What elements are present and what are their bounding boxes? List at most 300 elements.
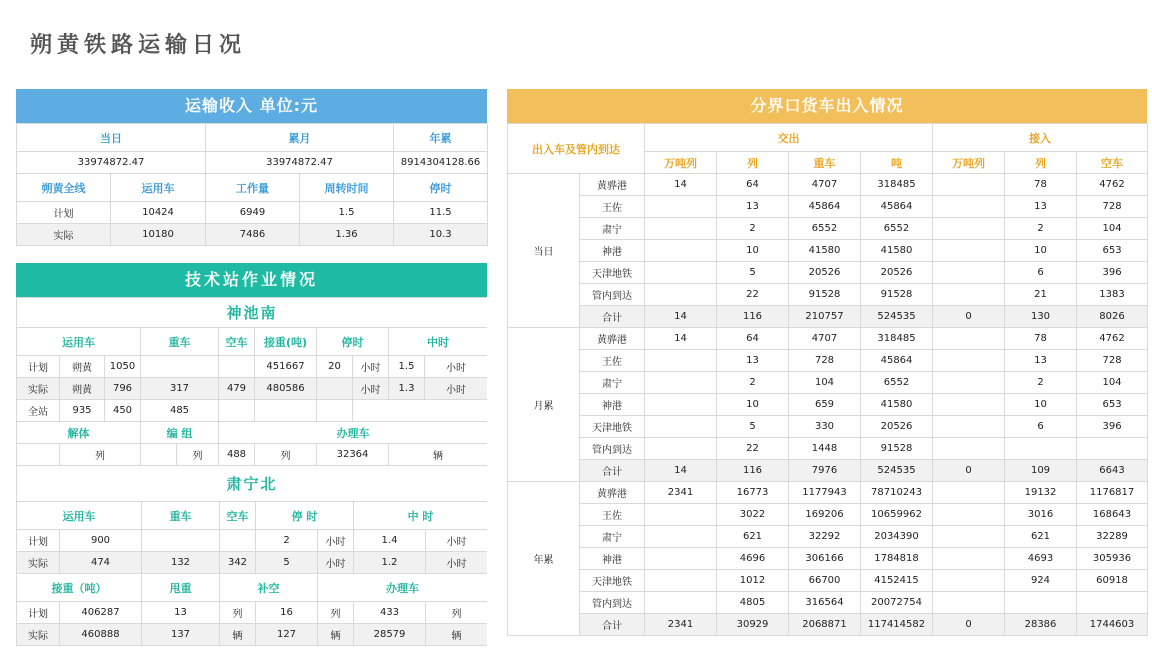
col-out-10k-trains: 万吨列 <box>645 152 717 174</box>
table-cell: 406287 <box>60 602 142 624</box>
line-col-name: 朔黄全线 <box>17 174 111 202</box>
border-row-label: 肃宁 <box>580 218 645 240</box>
table-cell: 1012 <box>717 570 789 592</box>
table-cell <box>1077 438 1148 460</box>
table-cell: 小时 <box>353 356 389 378</box>
table-cell: 924 <box>1005 570 1077 592</box>
table-cell: 小时 <box>425 356 488 378</box>
table-cell <box>645 240 717 262</box>
table-cell <box>933 284 1005 306</box>
table-cell: 计划 <box>17 202 111 224</box>
border-row-label: 管内到达 <box>580 284 645 306</box>
border-row-label: 黄骅港 <box>580 174 645 196</box>
table-cell: 621 <box>717 526 789 548</box>
table-cell: 450 <box>105 400 141 422</box>
table-cell: 169206 <box>789 504 861 526</box>
table-cell <box>645 548 717 570</box>
col-marshal: 编 组 <box>141 422 219 444</box>
table-cell: 6552 <box>789 218 861 240</box>
border-row-label: 黄骅港 <box>580 328 645 350</box>
table-cell: 列 <box>177 444 219 466</box>
table-cell <box>317 400 353 422</box>
table-cell <box>645 592 717 614</box>
table-cell: 19132 <box>1005 482 1077 504</box>
revenue-col-year: 年累 <box>394 124 488 152</box>
table-cell <box>645 438 717 460</box>
table-cell: 10 <box>717 240 789 262</box>
table-cell: 小时 <box>318 530 354 552</box>
table-cell <box>645 284 717 306</box>
table-cell: 116 <box>717 306 789 328</box>
border-out-header: 交出 <box>645 124 933 152</box>
table-cell: 计划 <box>17 530 60 552</box>
table-cell <box>219 356 255 378</box>
line-col-turnaround: 周转时间 <box>300 174 394 202</box>
border-row <box>508 394 1148 416</box>
table-cell: 396 <box>1077 416 1148 438</box>
revenue-table <box>16 123 488 246</box>
col-transit: 中时 <box>389 328 488 356</box>
table-cell: 辆 <box>389 444 488 466</box>
table-cell: 6949 <box>206 202 300 224</box>
table-cell: 30929 <box>717 614 789 636</box>
table-cell <box>353 400 488 422</box>
revenue-value-year: 8914304128.66 <box>394 152 488 174</box>
border-row-label: 天津地铁 <box>580 416 645 438</box>
table-cell: 728 <box>1077 196 1148 218</box>
table-cell: 20072754 <box>861 592 933 614</box>
table-cell: 小时 <box>426 530 488 552</box>
table-cell <box>255 400 317 422</box>
table-cell: 5 <box>717 416 789 438</box>
table-cell: 实际 <box>17 624 60 646</box>
table-cell: 7976 <box>789 460 861 482</box>
table-cell: 460888 <box>60 624 142 646</box>
table-cell: 4152415 <box>861 570 933 592</box>
table-cell: 32292 <box>789 526 861 548</box>
table-cell <box>220 530 256 552</box>
border-group-label: 年累 <box>508 482 580 636</box>
table-cell: 60918 <box>1077 570 1148 592</box>
revenue-panel-header: 运输收入 单位:元 <box>16 89 487 123</box>
table-cell <box>142 530 220 552</box>
table-cell: 计划 <box>17 602 60 624</box>
table-cell: 318485 <box>861 328 933 350</box>
table-cell: 4696 <box>717 548 789 570</box>
tech-station-header: 技术站作业情况 <box>16 263 487 297</box>
table-cell: 3022 <box>717 504 789 526</box>
table-cell: 辆 <box>220 624 256 646</box>
table-cell: 20526 <box>861 262 933 284</box>
table-cell <box>933 438 1005 460</box>
table-cell: 1050 <box>105 356 141 378</box>
table-cell <box>933 394 1005 416</box>
col-dwell: 停 时 <box>256 502 354 530</box>
table-cell: 64 <box>717 328 789 350</box>
table-cell: 10.3 <box>394 224 488 246</box>
border-row-label: 王佐 <box>580 350 645 372</box>
table-cell: 66700 <box>789 570 861 592</box>
table-cell: 316564 <box>789 592 861 614</box>
table-cell: 168643 <box>1077 504 1148 526</box>
revenue-value-month: 33974872.47 <box>206 152 394 174</box>
table-cell: 41580 <box>789 240 861 262</box>
revenue-value-day: 33974872.47 <box>17 152 206 174</box>
table-cell: 4693 <box>1005 548 1077 570</box>
table-cell: 10 <box>1005 394 1077 416</box>
border-row <box>508 262 1148 284</box>
border-row <box>508 416 1148 438</box>
table-cell: 45864 <box>861 196 933 218</box>
table-cell: 1.36 <box>300 224 394 246</box>
border-row <box>508 372 1148 394</box>
table-cell: 41580 <box>861 394 933 416</box>
table-cell: 305936 <box>1077 548 1148 570</box>
table-cell: 653 <box>1077 394 1148 416</box>
table-cell: 1177943 <box>789 482 861 504</box>
table-cell: 2 <box>717 372 789 394</box>
revenue-col-month: 累月 <box>206 124 394 152</box>
table-cell: 13 <box>717 196 789 218</box>
table-cell: 479 <box>219 378 255 400</box>
table-cell <box>1005 438 1077 460</box>
table-cell: 41580 <box>861 240 933 262</box>
border-table <box>507 123 1148 636</box>
table-cell: 4805 <box>717 592 789 614</box>
table-cell: 2341 <box>645 614 717 636</box>
border-row <box>508 350 1148 372</box>
table-cell <box>645 350 717 372</box>
table-cell <box>645 526 717 548</box>
table-cell <box>219 400 255 422</box>
line-row-actual <box>17 224 488 246</box>
col-out-trains: 列 <box>717 152 789 174</box>
table-cell: 列 <box>220 602 256 624</box>
col-cars: 运用车 <box>17 502 142 530</box>
table-cell: 22 <box>717 284 789 306</box>
table-cell: 306166 <box>789 548 861 570</box>
table-cell: 728 <box>1077 350 1148 372</box>
line-col-cars: 运用车 <box>111 174 206 202</box>
col-in-trains: 列 <box>1005 152 1077 174</box>
table-cell: 728 <box>789 350 861 372</box>
table-cell: 28386 <box>1005 614 1077 636</box>
table-cell: 6643 <box>1077 460 1148 482</box>
table-cell: 16773 <box>717 482 789 504</box>
suningbei-table <box>16 465 487 646</box>
table-cell: 104 <box>1077 372 1148 394</box>
col-out-tons: 吨 <box>861 152 933 174</box>
table-cell: 109 <box>1005 460 1077 482</box>
table-cell: 5 <box>256 552 318 574</box>
border-row <box>508 328 1148 350</box>
table-cell: 659 <box>789 394 861 416</box>
col-in-empty: 空车 <box>1077 152 1148 174</box>
table-cell: 116 <box>717 460 789 482</box>
table-cell: 全站 <box>17 400 60 422</box>
table-cell <box>933 372 1005 394</box>
table-cell: 1448 <box>789 438 861 460</box>
border-row-label: 肃宁 <box>580 526 645 548</box>
table-cell: 32289 <box>1077 526 1148 548</box>
table-cell: 4707 <box>789 174 861 196</box>
table-cell <box>933 482 1005 504</box>
station-title-shenchinan: 神池南 <box>17 298 488 328</box>
border-row <box>508 174 1148 196</box>
col-received-tons: 接重(吨) <box>255 328 317 356</box>
table-cell: 小时 <box>425 378 488 400</box>
table-cell: 辆 <box>426 624 488 646</box>
border-row <box>508 284 1148 306</box>
table-cell: 6 <box>1005 416 1077 438</box>
table-cell: 16 <box>256 602 318 624</box>
table-cell: 13 <box>1005 196 1077 218</box>
table-cell: 4762 <box>1077 174 1148 196</box>
table-cell <box>645 372 717 394</box>
suningbei-row-plan2 <box>17 602 488 624</box>
border-row-label: 王佐 <box>580 504 645 526</box>
col-handled: 办理车 <box>318 574 488 602</box>
table-cell: 1.3 <box>389 378 425 400</box>
table-cell: 20526 <box>861 416 933 438</box>
table-cell <box>645 504 717 526</box>
table-cell <box>933 218 1005 240</box>
table-cell: 1784818 <box>861 548 933 570</box>
table-cell <box>317 378 353 400</box>
table-cell: 22 <box>717 438 789 460</box>
table-cell: 小时 <box>353 378 389 400</box>
table-cell: 45864 <box>861 350 933 372</box>
col-transit: 中 时 <box>354 502 488 530</box>
table-cell: 小时 <box>426 552 488 574</box>
table-cell: 485 <box>141 400 219 422</box>
page-title: 朔黄铁路运输日况 <box>30 33 247 58</box>
table-cell: 10659962 <box>861 504 933 526</box>
table-cell: 10 <box>717 394 789 416</box>
border-row <box>508 614 1148 636</box>
table-cell: 0 <box>933 306 1005 328</box>
table-cell <box>933 504 1005 526</box>
border-row-label: 王佐 <box>580 196 645 218</box>
table-cell: 11.5 <box>394 202 488 224</box>
table-cell <box>645 416 717 438</box>
table-cell: 14 <box>645 174 717 196</box>
table-cell: 10 <box>1005 240 1077 262</box>
shenchinan-table <box>16 297 487 466</box>
table-cell <box>933 526 1005 548</box>
table-cell: 480586 <box>255 378 317 400</box>
table-cell <box>933 350 1005 372</box>
table-cell: 列 <box>255 444 317 466</box>
border-row <box>508 570 1148 592</box>
table-cell <box>933 240 1005 262</box>
border-row-label: 肃宁 <box>580 372 645 394</box>
table-cell <box>645 196 717 218</box>
table-cell: 1.4 <box>354 530 426 552</box>
border-row <box>508 218 1148 240</box>
border-row <box>508 592 1148 614</box>
revenue-col-day: 当日 <box>17 124 206 152</box>
border-group-label: 月累 <box>508 328 580 482</box>
table-cell <box>17 444 60 466</box>
table-cell: 318485 <box>861 174 933 196</box>
table-cell: 13 <box>717 350 789 372</box>
table-cell: 474 <box>60 552 142 574</box>
table-cell: 64 <box>717 174 789 196</box>
table-cell: 132 <box>142 552 220 574</box>
table-cell <box>645 570 717 592</box>
shenchinan-row-all <box>17 400 488 422</box>
suningbei-row-plan <box>17 530 488 552</box>
table-cell: 653 <box>1077 240 1148 262</box>
table-cell: 实际 <box>17 378 60 400</box>
line-col-workload: 工作量 <box>206 174 300 202</box>
table-cell: 6 <box>1005 262 1077 284</box>
table-cell: 524535 <box>861 460 933 482</box>
table-cell: 796 <box>105 378 141 400</box>
table-cell: 433 <box>354 602 426 624</box>
table-cell: 2 <box>717 218 789 240</box>
table-cell: 6552 <box>861 218 933 240</box>
border-panel <box>507 89 1147 636</box>
table-cell <box>1077 592 1148 614</box>
table-cell <box>141 444 177 466</box>
table-cell: 451667 <box>255 356 317 378</box>
table-cell: 524535 <box>861 306 933 328</box>
border-row-label: 神港 <box>580 240 645 262</box>
table-cell: 列 <box>318 602 354 624</box>
table-cell <box>933 174 1005 196</box>
col-empty: 空车 <box>220 502 256 530</box>
table-cell: 1176817 <box>1077 482 1148 504</box>
table-cell: 78710243 <box>861 482 933 504</box>
revenue-panel <box>16 89 487 246</box>
table-cell: 7486 <box>206 224 300 246</box>
suningbei-row-actual2 <box>17 624 488 646</box>
table-cell: 28579 <box>354 624 426 646</box>
border-row <box>508 482 1148 504</box>
border-corner-header: 出入车及管内到达 <box>508 124 645 174</box>
table-cell: 317 <box>141 378 219 400</box>
table-cell: 8026 <box>1077 306 1148 328</box>
col-received-tons: 接重（吨） <box>17 574 142 602</box>
table-cell: 1383 <box>1077 284 1148 306</box>
table-cell <box>933 262 1005 284</box>
table-cell: 2 <box>256 530 318 552</box>
suningbei-row-actual <box>17 552 488 574</box>
table-cell: 396 <box>1077 262 1148 284</box>
table-cell: 104 <box>789 372 861 394</box>
tech-station-panel <box>16 263 487 648</box>
table-cell: 1.5 <box>389 356 425 378</box>
table-cell: 21 <box>1005 284 1077 306</box>
table-cell: 2341 <box>645 482 717 504</box>
table-cell: 13 <box>1005 350 1077 372</box>
table-cell: 342 <box>220 552 256 574</box>
table-cell: 计划 <box>17 356 60 378</box>
table-cell: 实际 <box>17 552 60 574</box>
table-cell: 130 <box>1005 306 1077 328</box>
table-cell <box>933 592 1005 614</box>
shenchinan-row-plan <box>17 356 488 378</box>
table-cell <box>933 196 1005 218</box>
table-cell: 实际 <box>17 224 111 246</box>
border-row <box>508 526 1148 548</box>
border-row-label: 天津地铁 <box>580 262 645 284</box>
table-cell <box>933 416 1005 438</box>
border-row <box>508 306 1148 328</box>
border-row-label: 合计 <box>580 460 645 482</box>
table-cell: 2 <box>1005 218 1077 240</box>
border-in-header: 接入 <box>933 124 1148 152</box>
table-cell: 10180 <box>111 224 206 246</box>
table-cell: 14 <box>645 460 717 482</box>
table-cell <box>933 548 1005 570</box>
table-cell: 488 <box>219 444 255 466</box>
table-cell <box>645 262 717 284</box>
table-cell: 5 <box>717 262 789 284</box>
col-dwell: 停时 <box>317 328 389 356</box>
border-row <box>508 240 1148 262</box>
table-cell: 330 <box>789 416 861 438</box>
table-cell: 91528 <box>861 284 933 306</box>
table-cell: 45864 <box>789 196 861 218</box>
table-cell: 14 <box>645 328 717 350</box>
table-cell: 1.5 <box>300 202 394 224</box>
border-row-label: 合计 <box>580 614 645 636</box>
table-cell: 4762 <box>1077 328 1148 350</box>
col-cars: 运用车 <box>17 328 141 356</box>
table-cell: 2 <box>1005 372 1077 394</box>
border-panel-header: 分界口货车出入情况 <box>507 89 1147 123</box>
border-row <box>508 548 1148 570</box>
line-row-plan <box>17 202 488 224</box>
border-row-label: 神港 <box>580 394 645 416</box>
table-cell: 2034390 <box>861 526 933 548</box>
border-row-label: 管内到达 <box>580 592 645 614</box>
station-title-suningbei: 肃宁北 <box>17 466 488 502</box>
table-cell <box>933 570 1005 592</box>
col-out-loaded: 重车 <box>789 152 861 174</box>
border-row <box>508 438 1148 460</box>
border-row-label: 合计 <box>580 306 645 328</box>
shenchinan-row-actual <box>17 378 488 400</box>
table-cell: 117414582 <box>861 614 933 636</box>
table-cell: 91528 <box>861 438 933 460</box>
table-cell: 6552 <box>861 372 933 394</box>
table-cell <box>1005 592 1077 614</box>
border-row <box>508 460 1148 482</box>
table-cell: 900 <box>60 530 142 552</box>
table-cell: 78 <box>1005 328 1077 350</box>
col-supplement-empty: 补空 <box>220 574 318 602</box>
line-col-dwell: 停时 <box>394 174 488 202</box>
table-cell: 10424 <box>111 202 206 224</box>
table-cell: 1.2 <box>354 552 426 574</box>
table-cell: 列 <box>426 602 488 624</box>
table-cell: 朔黄 <box>60 378 105 400</box>
col-handled: 办理车 <box>219 422 488 444</box>
col-loaded: 重车 <box>142 502 220 530</box>
table-cell: 210757 <box>789 306 861 328</box>
table-cell: 32364 <box>317 444 389 466</box>
table-cell <box>933 328 1005 350</box>
col-dropped-loaded: 甩重 <box>142 574 220 602</box>
border-row <box>508 504 1148 526</box>
table-cell <box>645 218 717 240</box>
border-row <box>508 196 1148 218</box>
table-cell: 13 <box>142 602 220 624</box>
